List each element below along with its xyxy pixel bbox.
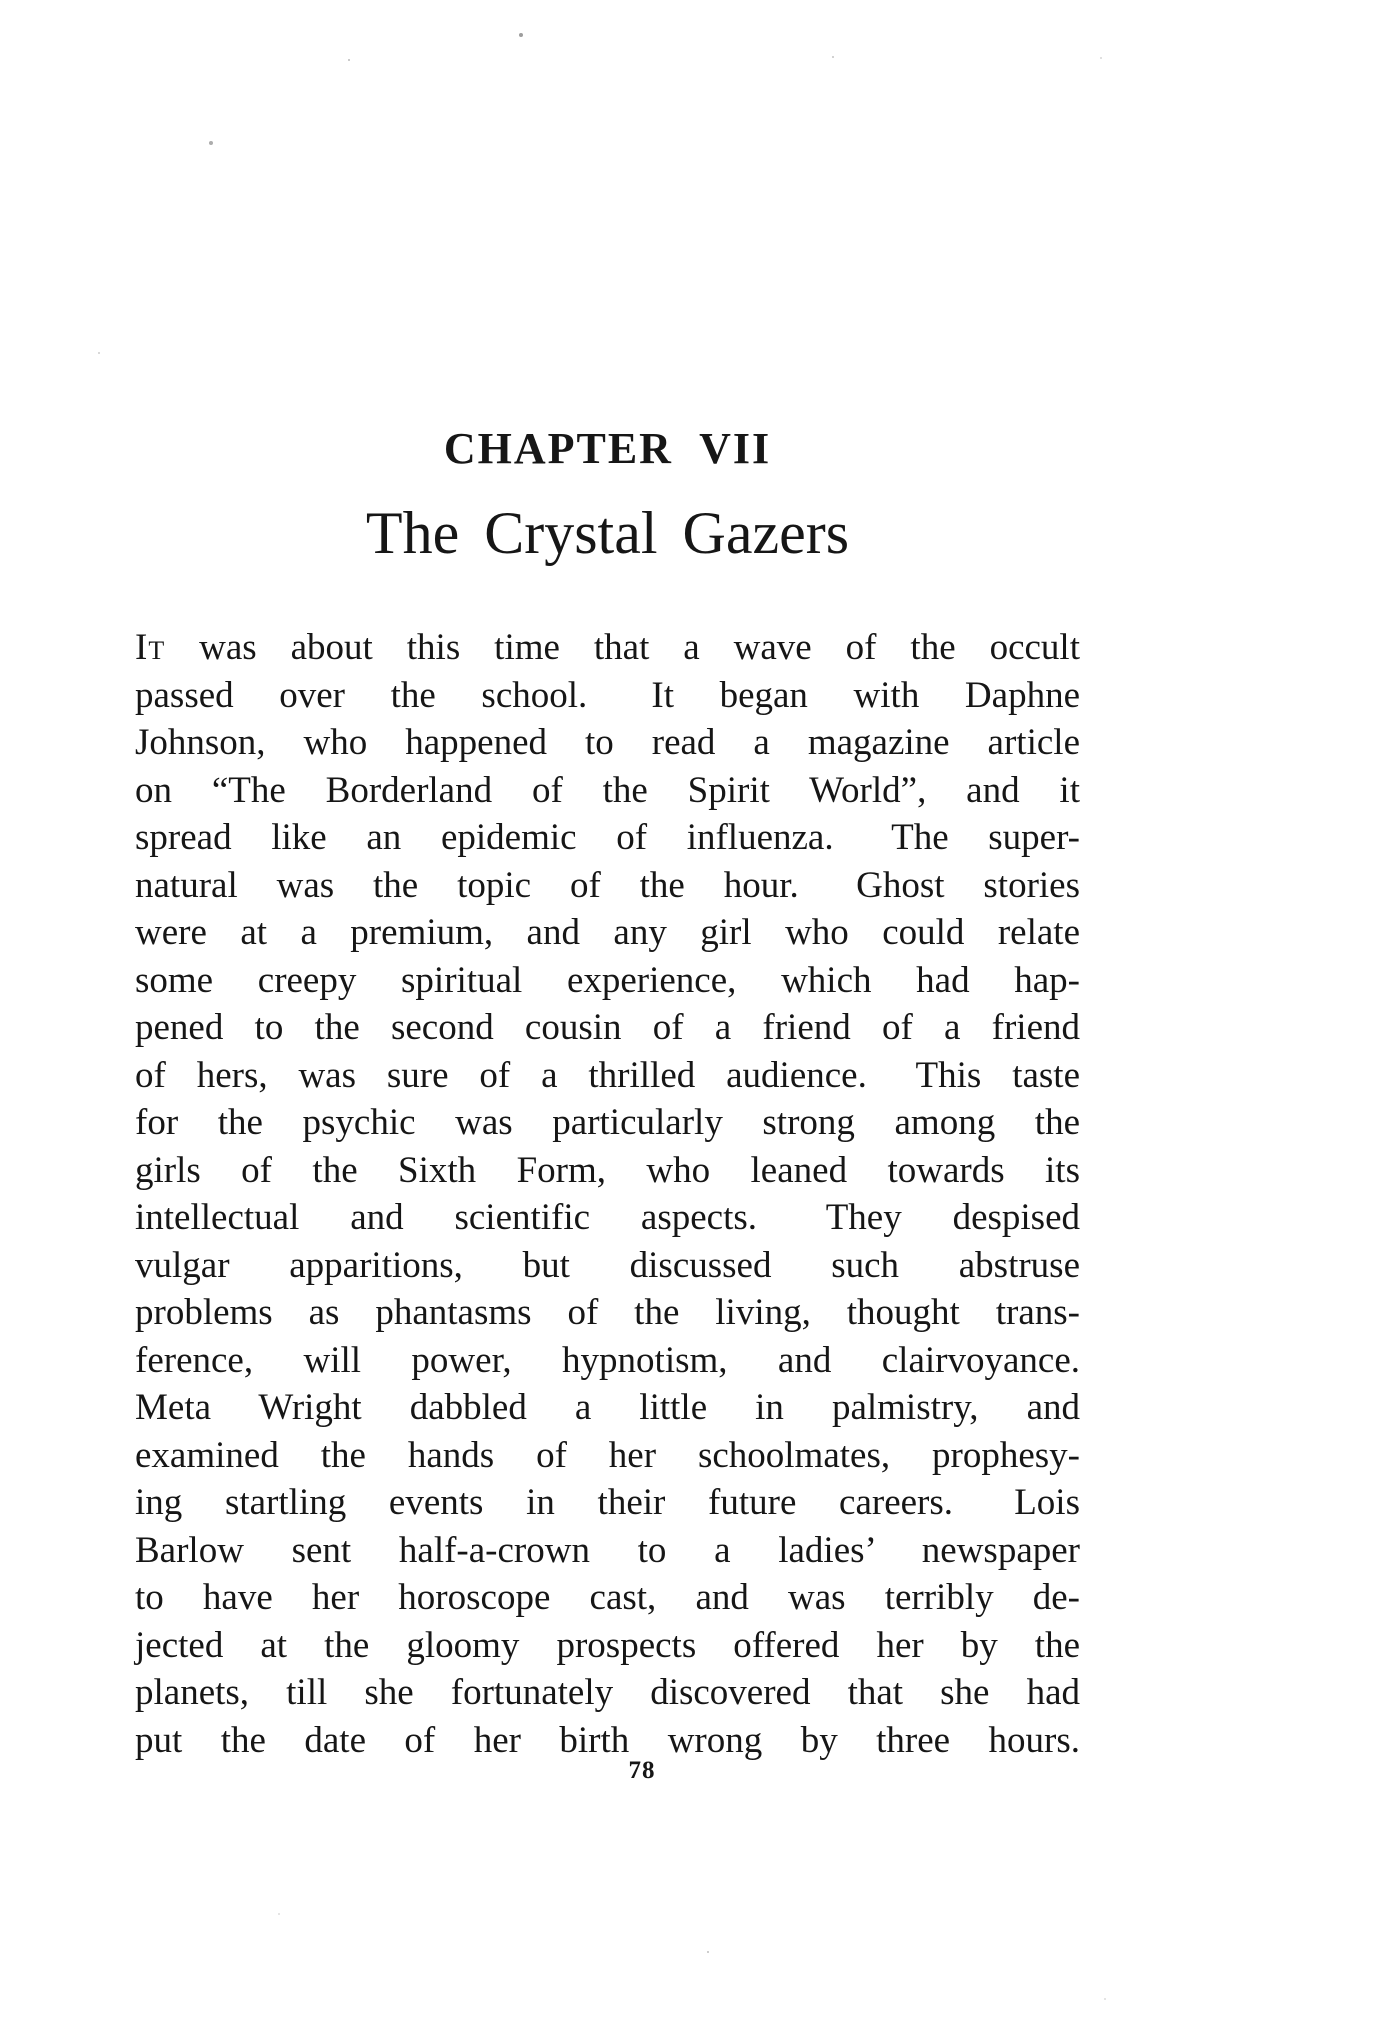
scan-speck xyxy=(519,33,523,37)
text-line: put the date of her birth wrong by three hours. xyxy=(135,1719,1080,1761)
text-line: It was about this time that a wave of the occult xyxy=(135,627,1080,668)
text-line: vulgar apparitions, but discussed such abstruse xyxy=(135,1244,1080,1286)
text-line: of hers, was sure of a thrilled audience. This taste xyxy=(135,1054,1080,1096)
smallcaps-lead-word: It xyxy=(135,627,166,668)
text-line: jected at the gloomy prospects offered her by the xyxy=(135,1624,1080,1666)
text-line: Barlow sent half-a-crown to a ladies’ newspaper xyxy=(135,1529,1080,1571)
text-line: passed over the school. It began with Daphne xyxy=(135,674,1080,716)
body-text xyxy=(135,624,1080,1764)
text-line: ference, will power, hypnotism, and clairvoyance. xyxy=(135,1339,1080,1381)
text-line: pened to the second cousin of a friend of a friend xyxy=(135,1007,1080,1048)
chapter-title: The Crystal Gazers xyxy=(365,500,850,566)
text-line: Meta Wright dabbled a little in palmistry, and xyxy=(135,1387,1080,1428)
text-line: spread like an epidemic of influenza. The super- xyxy=(135,817,1080,858)
text-line: for the psychic was particularly strong among the xyxy=(135,1102,1080,1143)
text-line: girls of the Sixth Form, who leaned towards its xyxy=(135,1149,1080,1191)
text-line: Johnson, who happened to read a magazine article xyxy=(135,722,1080,763)
text-line: intellectual and scientific aspects. They despised xyxy=(135,1197,1080,1238)
text-line: natural was the topic of the hour. Ghost stories xyxy=(135,864,1080,906)
text-line: were at a premium, and any girl who could relate xyxy=(135,912,1080,953)
text-line: to have her horoscope cast, and was terribly de- xyxy=(135,1577,1080,1618)
text-line: problems as phantasms of the living, thought trans- xyxy=(135,1292,1080,1333)
text-line: ing startling events in their future careers. Lois xyxy=(135,1482,1080,1523)
text-line: on “The Borderland of the Spirit World”, and it xyxy=(135,769,1080,811)
text-line: planets, till she fortunately discovered that she had xyxy=(135,1672,1080,1713)
text-line: some creepy spiritual experience, which had hap- xyxy=(135,959,1080,1001)
text-line: examined the hands of her schoolmates, prophesy- xyxy=(135,1434,1080,1476)
page-number: 78 xyxy=(628,1757,656,1784)
chapter-heading: CHAPTER VII xyxy=(443,424,772,473)
